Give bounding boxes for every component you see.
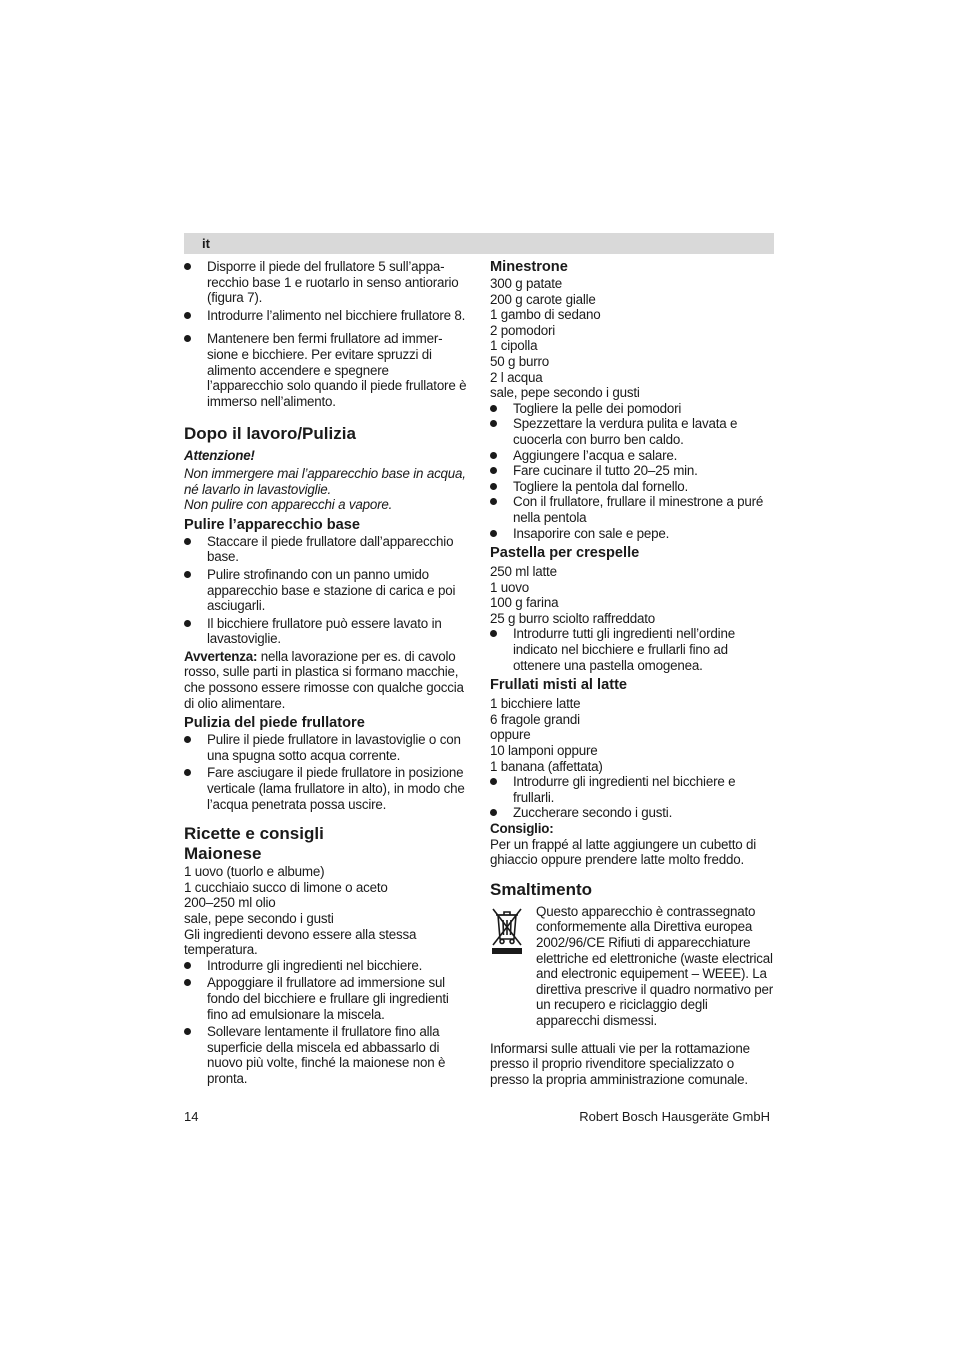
intro-item: Mantenere ben fermi frullatore ad immer-sione e bicchiere. Per evitare spruzzi di alimento accendere e spegnere l’apparecchio solo quando il piede frullatore è immerso nell’alimento. [184,331,467,409]
intro-list [184,259,467,409]
crepes-steps [490,626,774,673]
ingredient: 1 banana (affettata) [490,758,603,774]
disposal-block [490,904,774,1029]
section-title-recipes: Ricette e consigli [184,824,324,844]
ingredient: 25 g burro sciolto raffreddato [490,610,655,626]
tip-label: Consiglio: [490,821,554,836]
ingredient: 250 ml latte [490,564,557,580]
recipe-title-minestrone: Minestrone [490,259,568,275]
ingredient: sale, pepe secondo i gusti [490,385,640,401]
warning-label: Avvertenza: [184,648,258,664]
list-item: Togliere la pentola dal fornello. [490,479,774,495]
list-item: Insaporire con sale e pepe. [490,526,774,542]
list-item: Il bicchiere frullatore può essere lavato in lavastoviglie. [184,616,467,647]
list-item: Introdurre gli ingredienti nel bicchiere. [184,958,467,974]
ingredient: 1 cipolla [490,338,538,354]
ingredient: 100 g farina [490,595,559,611]
list-item: Staccare il piede frullatore dall’apparecchio base. [184,534,467,565]
ingredient: oppure [490,727,531,743]
ingredient: 1 cucchiaio succo di limone o aceto [184,879,388,895]
ingredient: sale, pepe secondo i gusti [184,911,334,926]
disposal-info: Informarsi sulle attuali vie per la rottamazione presso il proprio rivenditore specializzato o presso la propria amministrazione comunale. [490,1040,750,1087]
ingredient-note: Gli ingredienti devono essere alla stessa temperatura. [184,926,417,958]
attention-label: Attenzione! [184,448,255,464]
ingredient: 6 fragole grandi [490,711,580,727]
disposal-text: Questo apparecchio è contrassegnato conformemente alla Direttiva europea 2002/96/CE Rifiuti di apparecchiature elettriche ed elettroniche (waste electrical and electronic equipement – WEEE). La direttiva prescrive il quadro normativo per un recupero e riciclaggio degli apparecchi dismessi. [536,903,774,1028]
section-title-disposal: Smaltimento [490,879,593,899]
right-column [490,259,774,1087]
language-bar [184,233,774,254]
attention-text: Non immergere mai l’apparecchio base in acqua, né lavarlo in lavastoviglie. [184,465,466,497]
ingredient: 2 l acqua [490,369,543,385]
page-number: 14 [184,1109,199,1124]
weee-crossed-bin-icon [490,906,524,954]
minestrone-steps [490,401,774,541]
subtitle-base-cleaning: Pulire l’apparecchio base [184,516,361,533]
list-item: Togliere la pelle dei pomodori [490,401,774,417]
subtitle-foot-cleaning: Pulizia del piede frullatore [184,715,365,732]
ingredient: 50 g burro [490,353,550,369]
ingredient: 1 bicchiere latte [490,696,581,712]
list-item: Appoggiare il frullatore ad immersione sul fondo del bicchiere e frullare gli ingredienti fino ad emulsionare la miscela. [184,975,467,1022]
list-item: Con il frullatore, frullare il minestrone a puré nella pentola [490,494,774,525]
recipe-title-crepes: Pastella per crespelle [490,545,640,562]
recipe-title-mayo: Maionese [184,844,262,864]
list-item: Sollevare lentamente il frullatore fino alla superficie della miscela ed abbassarlo di nuovo più volte, finché la maionese non è pronta. [184,1024,467,1086]
list-item: Introdurre tutti gli ingredienti nell’ordine indicato nel bicchiere e frullarli fino ad ottenere una pastella omogenea. [490,626,774,673]
warning-text: nella lavorazione per es. di cavolo rosso, sulle parti in plastica si formano macchie, che possono essere rimosse con qualche goccia di olio alimentare. [184,648,464,711]
shakes-steps [490,774,774,821]
ingredient: 1 gambo di sedano [490,307,601,323]
list-item: Introdurre gli ingredienti nel bicchiere e frullarli. [490,774,774,805]
language-code: it [202,236,210,251]
ingredient: 200–250 ml olio [184,895,276,911]
mayo-steps [184,958,467,1087]
ingredient: 2 pomodori [490,322,555,338]
intro-item: Introdurre l’alimento nel bicchiere frullatore 8. [184,308,467,324]
list-item: Pulire il piede frullatore in lavastoviglie o con una spugna sotto acqua corrente. [184,732,467,763]
list-item: Fare asciugare il piede frullatore in posizione verticale (lama frullatore in alto), in modo che l’acqua penetrata possa uscire. [184,765,467,812]
list-item: Zuccherare secondo i gusti. [490,805,774,821]
list-item: Spezzettare la verdura pulita e lavata e cuocerla con burro ben caldo. [490,416,774,447]
ingredient: 300 g patate [490,276,563,291]
list-item: Pulire strofinando con un panno umido apparecchio base e stazione di carica e poi asciugarli. [184,567,467,614]
attention-text-2: Non pulire con apparecchi a vapore. [184,497,393,513]
ingredient: 200 g carote gialle [490,291,596,307]
foot-cleaning-list [184,732,467,812]
left-column [184,259,467,1087]
ingredient: 1 uovo [490,579,530,595]
footer-company: Robert Bosch Hausgeräte GmbH [579,1109,770,1124]
recipe-title-shakes: Frullati misti al latte [490,677,628,694]
warning-paragraph [184,649,467,711]
list-item: Aggiungere l’acqua e salare. [490,448,774,464]
base-cleaning-list [184,534,467,647]
intro-item: Disporre il piede del frullatore 5 sull’appa-recchio base 1 e ruotarlo in senso antiorario (figura 7). [184,259,467,306]
tip-text: Per un frappé al latte aggiungere un cubetto di ghiaccio oppure prendere latte molto freddo. [490,836,757,868]
section-title-cleaning: Dopo il lavoro/Pulizia [184,424,356,444]
list-item: Fare cucinare il tutto 20–25 min. [490,463,774,479]
ingredient: 10 lamponi oppure [490,743,598,759]
ingredient: 1 uovo (tuorlo e albume) [184,864,325,880]
